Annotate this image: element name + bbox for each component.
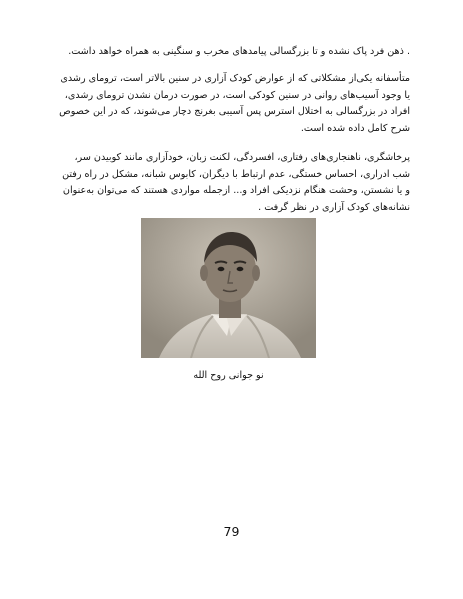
photo-caption: نو جوانی روح الله [193, 370, 264, 381]
paragraph-1: . ذهن فرد پاک نشده و تا بزرگسالی پیامدهای مخرب و سنگینی به همراه خواهد داشت. [68, 46, 410, 57]
portrait-photo-drawing [141, 218, 316, 358]
portrait-photo-icon [141, 218, 316, 358]
page-number: 79 [223, 524, 240, 539]
paragraph-2: متأسفانه یکی‌از مشکلاتی که از عوارض کودک آزاری در سنین بالاتر است، ترومای رشدی یا وجود آسیب‌های روانی در سنین کودکی است، در صورت درمان نشدن ترومای رشدی، افراد در بزرگسالی به اختلال استرس پس آسیبی بغرنج دچار می‌شوند، که در این خصوص شرح کامل داده شده است. [59, 73, 410, 134]
paragraph-3: پرخاشگری، ناهنجاری‌های رفتاری، افسردگی، لکنت زبان، خودآزاری مانند کوبیدن سر، شب ادراری، احساس خستگی، عدم ارتباط با دیگران، کابوس شبانه، مشکل در راه رفتن و یا نشستن، وحشت هنگام نزدیکی افراد و... ازجمله مواردی هستند که می‌توان به‌عنوان نشانه‌های کودک آزاری در نظر گرفت . [62, 152, 410, 213]
